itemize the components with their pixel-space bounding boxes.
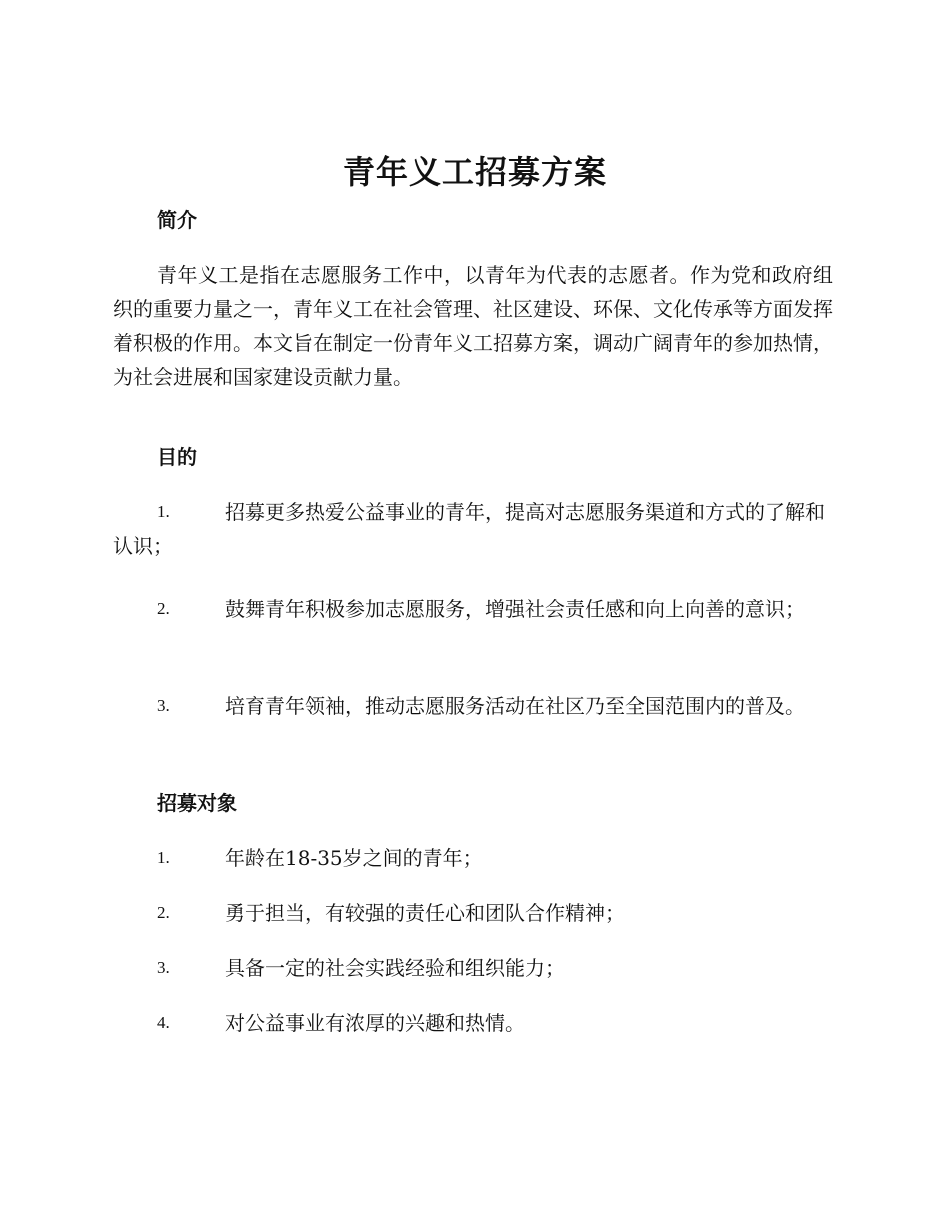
list-item-text: 对公益事业有浓厚的兴趣和热情。 bbox=[225, 1011, 525, 1035]
list-item-text: 具备一定的社会实践经验和组织能力； bbox=[225, 956, 565, 980]
list-item bbox=[113, 1006, 833, 1040]
list-item-number: 3. bbox=[157, 696, 170, 715]
intro-paragraph: 青年义工是指在志愿服务工作中，以青年为代表的志愿者。作为党和政府组织的重要力量之一，青年义工在社会管理、社区建设、环保、文化传承等方面发挥着积极的作用。本文旨在制定一份青年义工招募方案，调动广阔青年的参加热情，为社会进展和国家建设贡献力量。 bbox=[113, 263, 833, 389]
list-item-text: 勇于担当，有较强的责任心和团队合作精神； bbox=[225, 901, 625, 925]
list-item-text: 招募更多热爱公益事业的青年，提高对志愿服务渠道和方式的了解和认识； bbox=[113, 500, 825, 558]
list-item-number: 1. bbox=[157, 848, 170, 867]
list-item bbox=[113, 896, 833, 930]
list-item bbox=[113, 495, 833, 563]
list-item-text: 培育青年领袖，推动志愿服务活动在社区乃至全国范围内的普及。 bbox=[225, 694, 805, 718]
list-item-number: 1. bbox=[157, 502, 170, 521]
list-item-number: 2. bbox=[157, 599, 170, 618]
section-heading-intro: 简介 bbox=[157, 208, 197, 232]
section-heading-recruitment-targets: 招募对象 bbox=[157, 791, 237, 815]
list-item-number: 3. bbox=[157, 958, 170, 977]
list-item-text: 年龄在18-35岁之间的青年； bbox=[225, 846, 483, 870]
list-item bbox=[113, 592, 833, 626]
list-item-number: 4. bbox=[157, 1013, 170, 1032]
list-item bbox=[113, 951, 833, 985]
document-title: 青年义工招募方案 bbox=[342, 153, 607, 191]
list-item-text: 鼓舞青年积极参加志愿服务，增强社会责任感和向上向善的意识； bbox=[225, 597, 805, 621]
list-item bbox=[113, 689, 833, 723]
section-heading-purpose: 目的 bbox=[157, 445, 197, 469]
list-item-number: 2. bbox=[157, 903, 170, 922]
list-item bbox=[113, 841, 833, 875]
